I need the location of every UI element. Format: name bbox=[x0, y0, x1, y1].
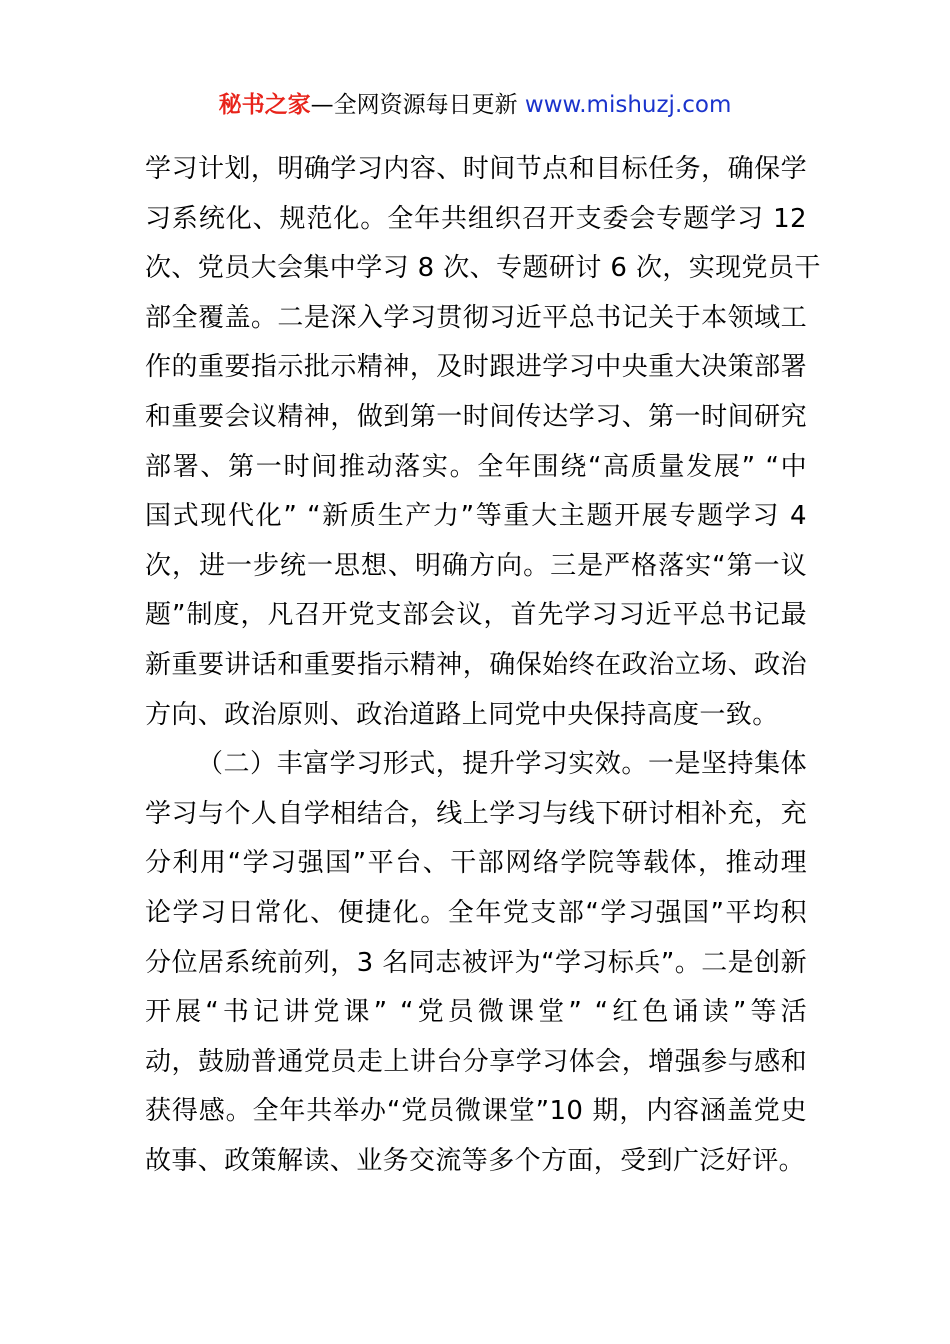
text-line: 习系统化、规范化。全年共组织召开支委会专题学习 12 bbox=[145, 203, 807, 234]
section-heading-line: （二）丰富学习形式，提升学习实效。一是坚持集体 bbox=[197, 749, 807, 780]
text-line: 故事、政策解读、业务交流等多个方面，受到广泛好评。 bbox=[145, 1145, 806, 1176]
document-body bbox=[145, 145, 821, 1186]
text-line: 学习计划，明确学习内容、时间节点和目标任务，确保学 bbox=[145, 154, 807, 184]
paragraph-study-plan bbox=[145, 145, 821, 740]
text-line: 分位居系统前列，3 名同志被评为“学习标兵”。二是创新 bbox=[145, 947, 807, 978]
text-line: 论学习日常化、便捷化。全年党支部“学习强国”平均积 bbox=[145, 897, 807, 928]
site-header bbox=[0, 90, 950, 120]
text-line: 学习与个人自学相结合，线上学习与线下研讨相补充，充 bbox=[145, 798, 807, 829]
text-line: 题”制度，凡召开党支部会议，首先学习习近平总书记最 bbox=[145, 600, 807, 631]
text-line: 获得感。全年共举办“党员微课堂”10 期，内容涵盖党史 bbox=[145, 1096, 807, 1127]
text-line: 国式现代化” “新质生产力”等重大主题开展专题学习 4 bbox=[145, 501, 807, 532]
site-url-link[interactable]: www.mishuzj.com bbox=[524, 92, 732, 118]
text-line: 方向、政治原则、政治道路上同党中央保持高度一致。 bbox=[145, 699, 779, 730]
text-line: 次，进一步统一思想、明确方向。三是严格落实“第一议 bbox=[145, 550, 807, 581]
paragraph-study-forms bbox=[145, 740, 807, 1186]
text-line: 部全覆盖。二是深入学习贯彻习近平总书记关于本领域工 bbox=[145, 302, 807, 333]
text-line: 开展“书记讲党课” “党员微课堂” “红色诵读”等活 bbox=[145, 997, 807, 1028]
text-line: 动，鼓励普通党员走上讲台分享学习体会，增强参与感和 bbox=[145, 1046, 807, 1077]
text-line: 次、党员大会集中学习 8 次、专题研讨 6 次，实现党员干 bbox=[145, 253, 821, 284]
text-line: 部署、第一时间推动落实。全年围绕“高质量发展” “中 bbox=[145, 451, 807, 482]
text-line: 新重要讲话和重要指示精神，确保始终在政治立场、政治 bbox=[145, 649, 807, 680]
brand-name: 秘书之家 bbox=[218, 92, 311, 118]
text-line: 作的重要指示批示精神，及时跟进学习中央重大决策部署 bbox=[145, 352, 807, 383]
header-slogan: —全网资源每日更新 bbox=[310, 92, 525, 118]
text-line: 和重要会议精神，做到第一时间传达学习、第一时间研究 bbox=[145, 401, 807, 432]
text-line: 分利用“学习强国”平台、干部网络学院等载体，推动理 bbox=[145, 848, 807, 879]
